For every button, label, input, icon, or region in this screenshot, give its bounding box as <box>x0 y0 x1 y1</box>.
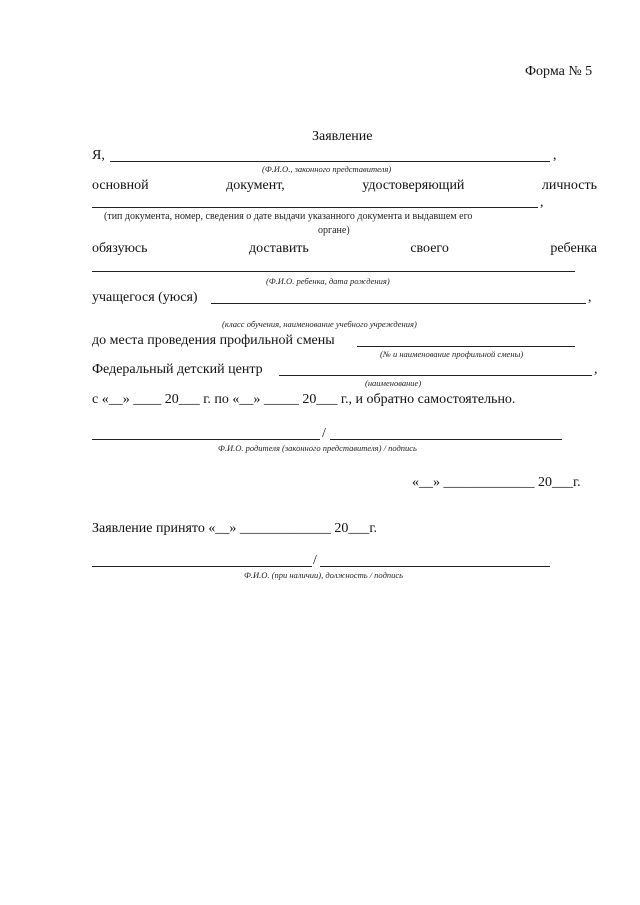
word-dostavit: доставить <box>249 241 309 256</box>
receiver-name-field[interactable] <box>92 566 312 567</box>
accepted-text: Заявление принято «__» _____________ 20___г. <box>92 521 378 536</box>
line6-suffix: , <box>588 290 592 305</box>
line1-prefix: Я, <box>92 148 105 163</box>
applicant-name-caption: (Ф.И.О., законного представителя) <box>262 164 392 174</box>
travel-dates-text: с «__» ____ 20___ г. по «__» _____ 20___ г., и обратно самостоятельно. <box>92 392 516 407</box>
form-number: Форма № 5 <box>525 64 593 79</box>
word-svoego: своего <box>410 241 449 256</box>
word-rebenka: ребенка <box>550 241 597 256</box>
shift-caption: (№ и наименование профильной смены) <box>380 349 524 359</box>
date-line-text: «__» _____________ 20___г. <box>412 475 581 490</box>
line1-suffix: , <box>553 148 557 163</box>
sign2-caption: Ф.И.О. (при наличии), должность / подпись <box>244 570 404 580</box>
sign1-separator: / <box>322 426 326 441</box>
child-name-field[interactable] <box>92 271 575 272</box>
line8-prefix: Федеральный детский центр <box>92 362 263 377</box>
sign1-caption: Ф.И.О. родителя (законного представителя) / подпись <box>218 443 417 453</box>
word-udostoveryayushchiy: удостоверяющий <box>362 178 465 193</box>
sign2-separator: / <box>313 553 317 568</box>
word-dokument: документ, <box>226 178 285 193</box>
line4-text <box>92 241 597 257</box>
shift-field[interactable] <box>357 346 575 347</box>
line3-suffix: , <box>540 195 544 210</box>
center-caption: (наименование) <box>365 378 422 388</box>
child-name-caption: (Ф.И.О. ребенка, дата рождения) <box>266 276 390 286</box>
document-caption-1: (тип документа, номер, сведения о дате выдачи указанного документа и выдавшем его <box>104 211 473 222</box>
word-lichnost: личность <box>541 178 597 193</box>
document-caption-2: органе) <box>318 225 350 236</box>
school-field[interactable] <box>211 303 586 304</box>
document-details-field[interactable] <box>92 207 538 208</box>
line7-prefix: до места проведения профильной смены <box>92 333 335 348</box>
line2-text <box>92 178 597 194</box>
word-obyazuyus: обязуюсь <box>92 241 148 256</box>
parent-signature-field[interactable] <box>330 439 562 440</box>
center-field[interactable] <box>279 375 592 376</box>
receiver-signature-field[interactable] <box>320 566 550 567</box>
line6-prefix: учащегося (уюся) <box>92 290 198 305</box>
document-title: Заявление <box>312 129 373 144</box>
applicant-name-field[interactable] <box>110 161 550 162</box>
school-caption: (класс обучения, наименование учебного учреждения) <box>222 319 417 329</box>
line8-suffix: , <box>594 362 598 377</box>
word-osnovnoy: основной <box>92 178 149 193</box>
parent-name-field[interactable] <box>92 439 320 440</box>
